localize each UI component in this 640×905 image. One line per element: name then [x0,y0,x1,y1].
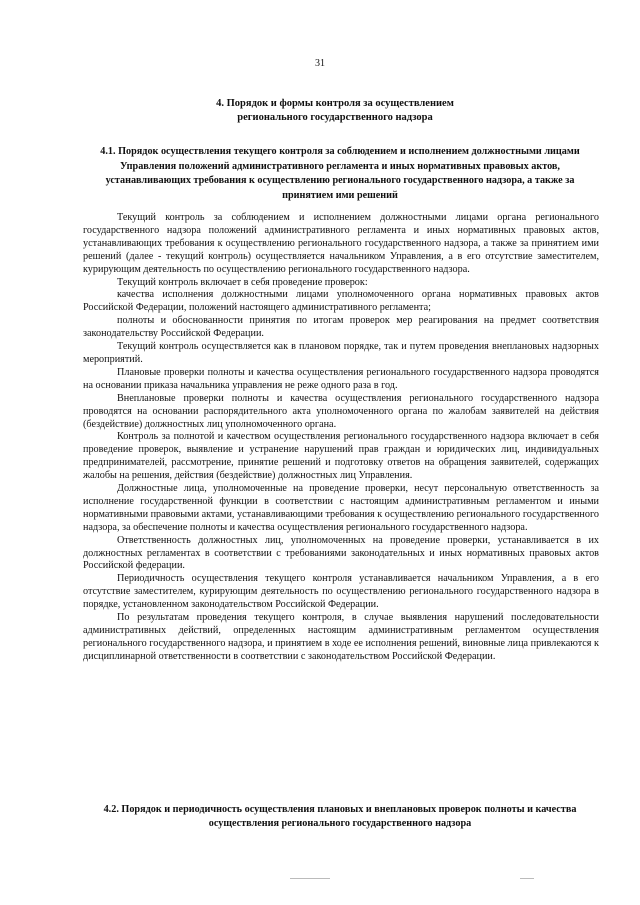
paragraph: Периодичность осуществления текущего контроля устанавливается начальником Управления, а в его отсутствие заместителем, курирующим деятельность по осуществлению регионального государственного надзора в порядке, установленном законодательством Российской Федерации. [83,573,599,611]
section-title: 4. Порядок и формы контроля за осуществлением регионального государственного надзора [216,98,454,123]
paragraph: полноты и обоснованности принятия по итогам проверок мер реагирования на предмет соответствия законодательству Российской Федерации. [83,315,599,340]
paragraph: Текущий контроль за соблюдением и исполнением должностными лицами органа регионального государственного надзора положений административного регламента и иных нормативных правовых актов, устанавливающих требования к осуществлению регионального государственного надзора, а также за принятием ими решений (далее - текущий контроль) осуществляется начальником Управления, а в его отсутствие заместителем, курирующим деятельность по осуществлению регионального государственного надзора. [83,212,599,275]
scan-artifact [290,878,330,879]
paragraph: Плановые проверки полноты и качества осуществления регионального государственного надзора проводятся на основании приказа начальника управления не реже одного раза в год. [83,366,599,391]
paragraph: качества исполнения должностными лицами уполномоченного органа нормативных правовых актов Российской Федерации, положений настоящего административного регламента; [83,289,599,314]
next-section-title: 4.2. Порядок и периодичность осуществления плановых и внеплановых проверок полноты и качества осуществления регионального государственного надзора [103,804,577,829]
subsection-title: 4.1. Порядок осуществления текущего контроля за соблюдением и исполнением должностными лицами Управления положений административного регламента и иных нормативных правовых актов, устанавливающих требования к осуществлению регионального государственного надзора, а также за принятием ими решений [100,146,580,201]
body-text [83,212,599,664]
paragraph: Ответственность должностных лиц, уполномоченных на проведение проверки, устанавливается в их должностных регламентах в соответствии с требованиями законодательных и иных нормативных правовых актов Российской федерации. [83,534,599,572]
paragraph: Должностные лица, уполномоченные на проведение проверки, несут персональную ответственность за исполнение государственной функции в соответствии с настоящим административным регламентом и иными нормативными правовыми актами, устанавливающими требования к осуществлению регионального государственного надзора, за обеспечение полноты и качества осуществления регионального государственного надзора. [83,483,599,533]
paragraph: Контроль за полнотой и качеством осуществления регионального государственного надзора включает в себя проведение проверок, выявление и устранение нарушений прав граждан и юридических лиц, индивидуальных предпринимателей, рассмотрение, принятие решений и подготовку ответов на обращения заявителей, содержащих жалобы на решения, действия (бездействие) должностных лиц Управления. [83,431,599,482]
paragraph: По результатам проведения текущего контроля, в случае выявления нарушений последовательности административных действий, определенных настоящим административным регламентом осуществления регионального государственного надзора, и принятием в ходе ее исполнения решений, виновные лица привлекаются к дисциплинарной ответственности в соответствии с законодательством Российской Федерации. [83,612,599,662]
paragraph: Текущий контроль включает в себя проведение проверок: [117,276,368,288]
paragraph: Внеплановые проверки полноты и качества осуществления регионального государственного надзора проводятся на основании распорядительного акта уполномоченного органа по жалобам заявителей на действия (бездействие) должностных лиц уполномоченного органа. [83,392,599,430]
paragraph: Текущий контроль осуществляется как в плановом порядке, так и путем проведения внеплановых надзорных мероприятий. [83,341,599,365]
page-number: 31 [315,58,325,69]
scan-artifact [520,878,534,879]
